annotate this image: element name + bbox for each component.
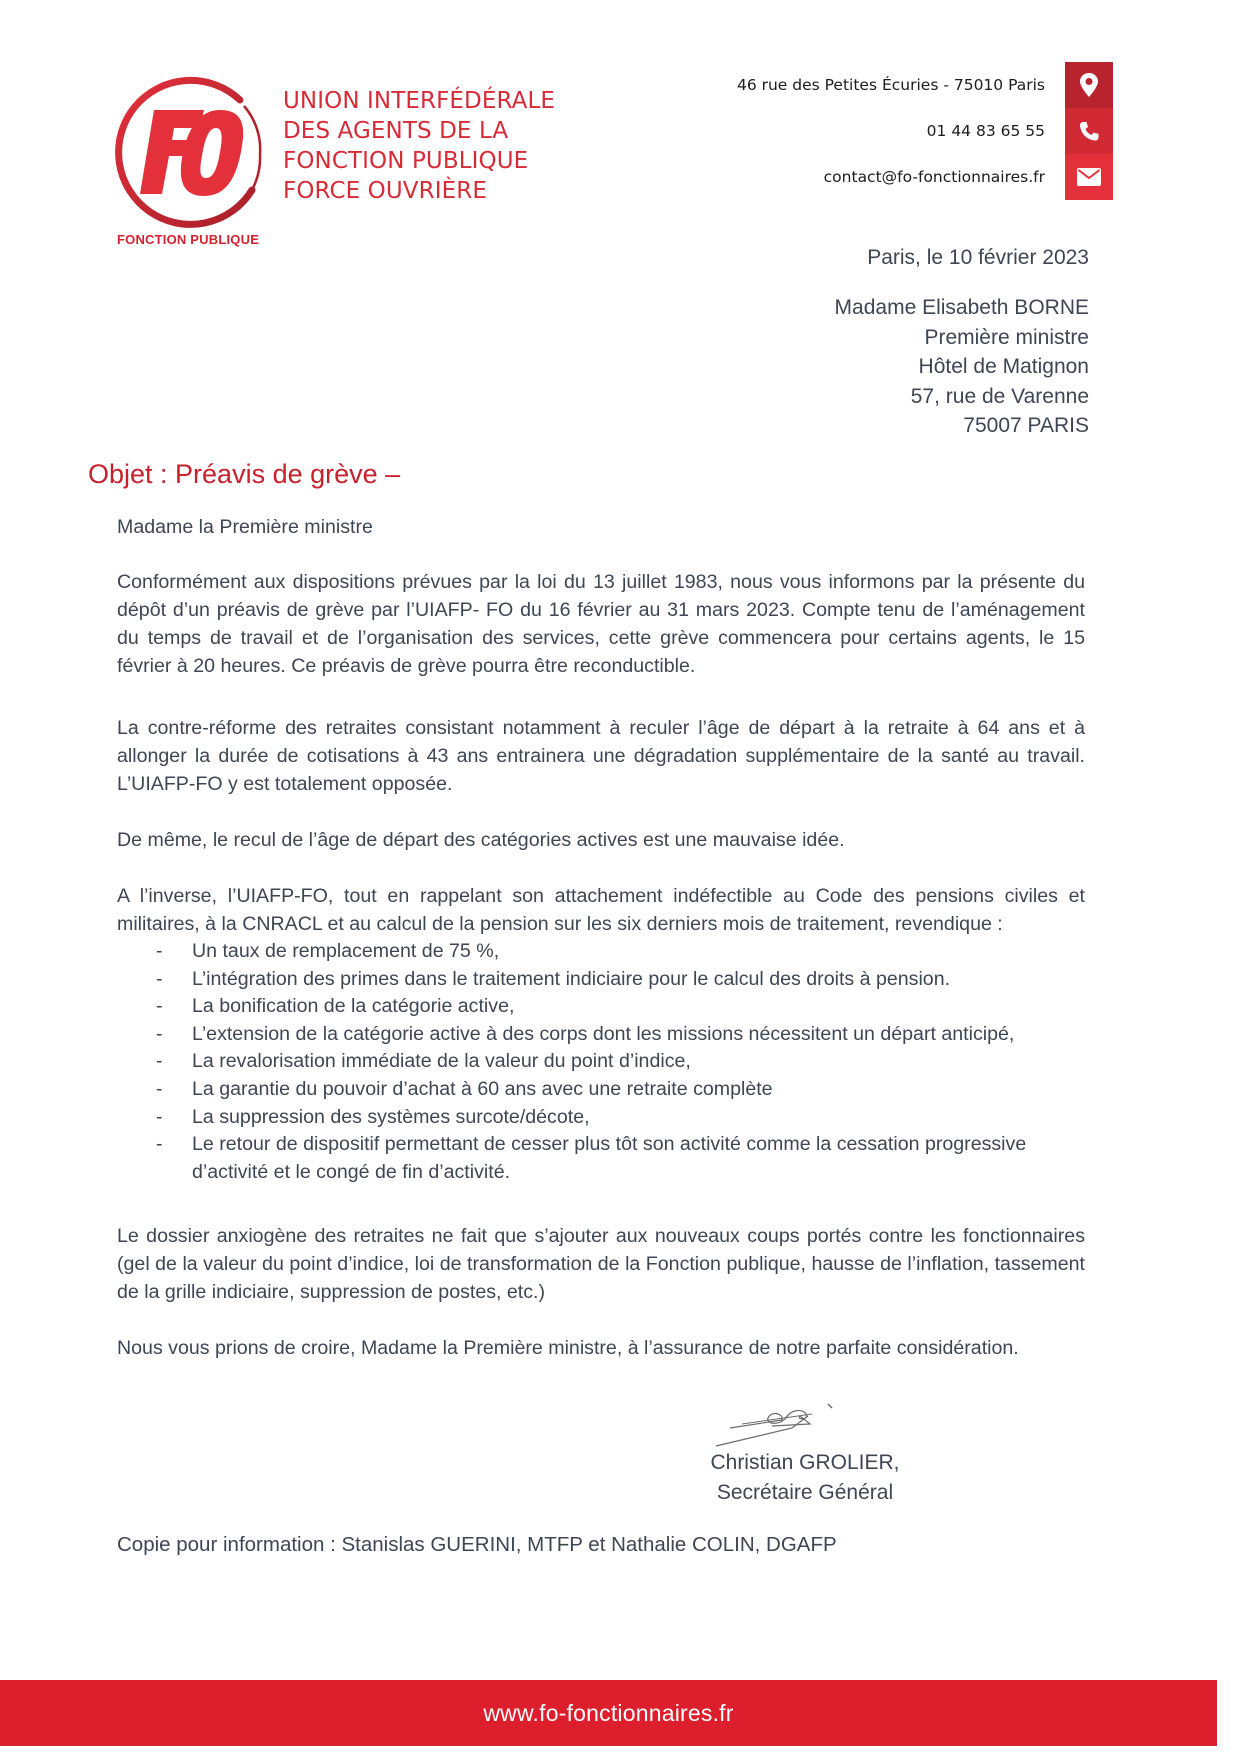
list-item bbox=[117, 1131, 1085, 1186]
claim-text: L’intégration des primes dans le traitement indiciaire pour le calcul des droits à pension. bbox=[192, 967, 951, 990]
claim-text: Le retour de dispositif permettant de cesser plus tôt son activité comme la cessation progressive d’activité et le congé de fin d’activité. bbox=[192, 1133, 1027, 1183]
contact-info bbox=[737, 70, 1045, 208]
organization-name bbox=[283, 86, 555, 206]
list-item bbox=[117, 1021, 1085, 1049]
claim-text: La bonification de la catégorie active, bbox=[192, 995, 515, 1018]
fo-logo-icon bbox=[112, 72, 272, 232]
signature-icon bbox=[712, 1396, 852, 1456]
contact-phone[interactable]: 01 44 83 65 55 bbox=[926, 122, 1045, 140]
recipient-line: Hôtel de Matignon bbox=[918, 355, 1089, 378]
bullet-dash: - bbox=[156, 1077, 163, 1100]
bullet-dash: - bbox=[156, 995, 163, 1018]
recipient-line: 57, rue de Varenne bbox=[910, 384, 1089, 408]
signer-block bbox=[705, 1448, 905, 1507]
letter-object: Objet : Préavis de grève – bbox=[88, 459, 401, 489]
paragraph: A l’inverse, l’UIAFP-FO, tout en rappelant son attachement indéfectible au Code des pensions civiles et militaires, à la CNRACL et au calcul de la pension sur les six derniers mois de traitement, revendique : bbox=[117, 885, 1085, 935]
org-name-line: FORCE OUVRIÈRE bbox=[283, 178, 487, 204]
copy-notice: Copie pour information : Stanislas GUERINI, MTFP et Nathalie COLIN, DGAFP bbox=[117, 1533, 837, 1556]
handwritten-signature bbox=[712, 1396, 852, 1456]
signer-name: Christian GROLIER, bbox=[710, 1451, 900, 1474]
signer-title: Secrétaire Général bbox=[716, 1480, 894, 1504]
claim-text: Un taux de remplacement de 75 %, bbox=[192, 940, 500, 962]
claim-text: La garantie du pouvoir d’achat à 60 ans avec une retraite complète bbox=[192, 1077, 773, 1100]
envelope-icon bbox=[1065, 154, 1113, 200]
claim-text: La suppression des systèmes surcote/décote, bbox=[192, 1105, 590, 1128]
list-item bbox=[117, 1048, 1085, 1076]
list-item bbox=[117, 1104, 1085, 1132]
paragraph: Le dossier anxiogène des retraites ne fait que s’ajouter aux nouveaux coups portés contre les fonctionnaires (gel de la valeur du point d’indice, loi de transformation de la Fonction publique, hausse de l’inflation, tassement de la grille indiciaire, suppression de postes, etc.) bbox=[117, 1225, 1085, 1303]
recipient-line: Madame Elisabeth BORNE bbox=[834, 296, 1089, 319]
bullet-dash: - bbox=[156, 1050, 163, 1073]
paragraph: La contre-réforme des retraites consistant notamment à reculer l’âge de départ à la retraite à 64 ans et à allonger la durée de cotisations à 43 ans entrainera une dégradation supplémentaire de la santé au travail. L’UIAFP-FO y est totalement opposée. bbox=[117, 717, 1085, 795]
recipient-line: 75007 PARIS bbox=[963, 414, 1089, 437]
paragraph: De même, le recul de l’âge de départ des catégories actives est une mauvaise idée. bbox=[117, 829, 845, 851]
list-item bbox=[117, 938, 1085, 966]
list-item bbox=[117, 1076, 1085, 1104]
website-link[interactable]: www.fo-fonctionnaires.fr bbox=[483, 1699, 734, 1726]
bullet-dash: - bbox=[156, 967, 163, 990]
claim-text: L’extension de la catégorie active à des corps dont les missions nécessitent un départ anticipé, bbox=[192, 1022, 1015, 1045]
org-name-line: FONCTION PUBLIQUE bbox=[283, 148, 529, 174]
org-name-line: DES AGENTS DE LA bbox=[283, 118, 509, 144]
letter-date: Paris, le 10 février 2023 bbox=[867, 246, 1089, 269]
bullet-dash: - bbox=[156, 940, 163, 962]
bullet-dash: - bbox=[156, 1022, 163, 1045]
recipient-line: Première ministre bbox=[924, 325, 1089, 349]
list-item bbox=[117, 966, 1085, 994]
salutation: Madame la Première ministre bbox=[117, 516, 373, 538]
bullet-dash: - bbox=[156, 1133, 163, 1156]
closing-paragraph: Nous vous prions de croire, Madame la Première ministre, à l’assurance de notre parfaite considération. bbox=[117, 1337, 1019, 1359]
logo-subtitle: FONCTION PUBLIQUE bbox=[117, 232, 260, 247]
contact-icons bbox=[1065, 62, 1113, 200]
org-name-line: UNION INTERFÉDÉRALE bbox=[283, 88, 556, 114]
fo-logo bbox=[112, 72, 272, 237]
recipient-address bbox=[835, 293, 1089, 441]
contact-email[interactable]: contact@fo-fonctionnaires.fr bbox=[823, 168, 1045, 186]
footer-banner bbox=[0, 1680, 1217, 1746]
map-pin-icon bbox=[1065, 62, 1113, 108]
contact-address: 46 rue des Petites Écuries - 75010 Paris bbox=[736, 76, 1045, 94]
claims-list bbox=[117, 938, 1085, 1186]
claim-text: La revalorisation immédiate de la valeur du point d’indice, bbox=[192, 1050, 691, 1073]
list-item bbox=[117, 993, 1085, 1021]
bullet-dash: - bbox=[156, 1105, 163, 1128]
paragraph: Conformément aux dispositions prévues par la loi du 13 juillet 1983, nous vous informons par la présente du dépôt d’un préavis de grève par l’UIAFP- FO du 16 février au 31 mars 2023. Compte tenu de l’aménagement du temps de travail et de l’organisation des services, cette grève commencera pour certains agents, le 15 février à 20 heures. Ce préavis de grève pourra être reconductible. bbox=[117, 571, 1085, 677]
phone-icon bbox=[1065, 108, 1113, 154]
